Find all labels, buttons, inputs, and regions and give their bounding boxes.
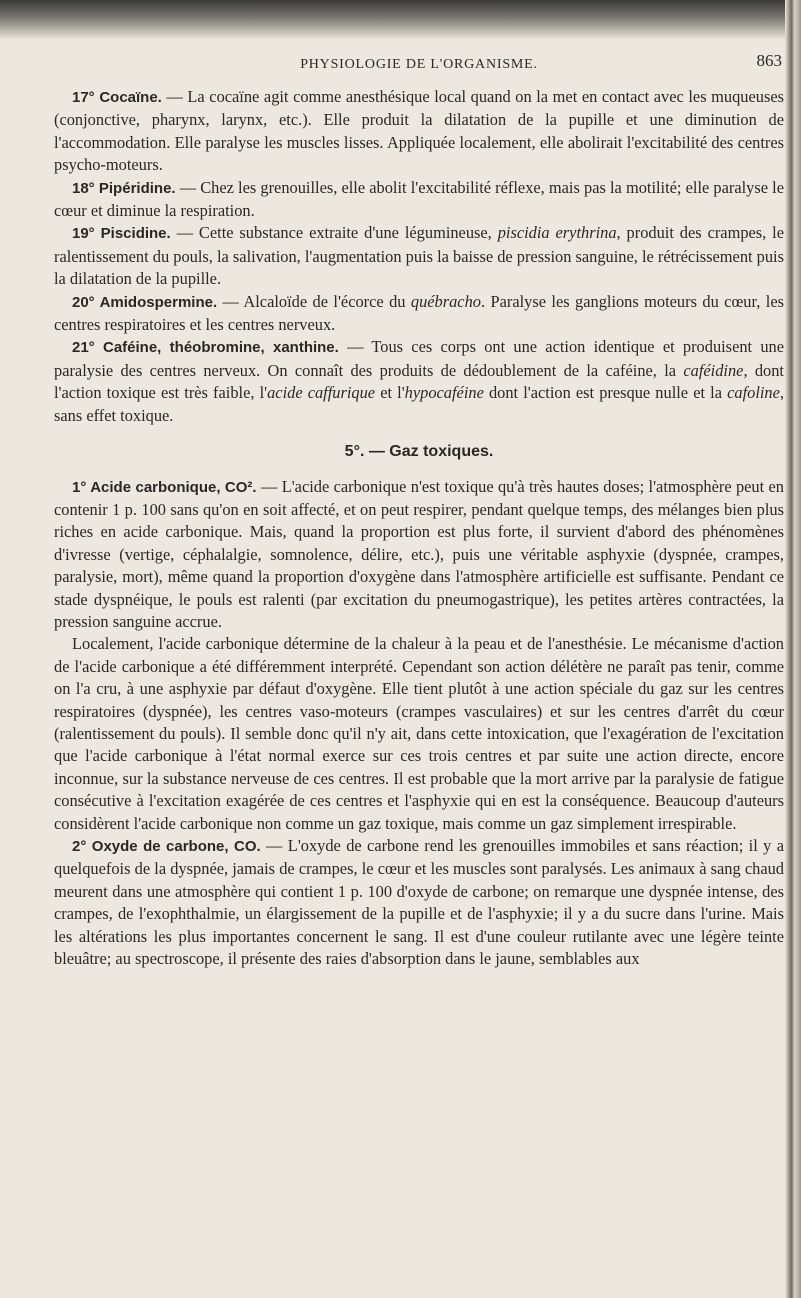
entry-cocaine — [54, 86, 784, 177]
running-title: PHYSIOLOGIE DE L'ORGANISME. — [300, 57, 538, 72]
entry-text: dont l'action est presque nulle et la — [483, 383, 728, 403]
page-top-shadow — [0, 0, 801, 40]
entry-title: 19° Piscidine. — [72, 225, 171, 243]
entry-text: — Cette substance extraite d'une légumineuse, — [176, 223, 498, 243]
book-spine-edge — [785, 0, 801, 1298]
entry-amidospermine — [54, 291, 784, 337]
entry-title: 17° Cocaïne. — [72, 89, 162, 106]
entry-title: 1° Acide carbonique, CO². — [72, 478, 257, 496]
running-header — [54, 51, 784, 80]
entry-italic-term: québracho — [410, 291, 481, 311]
entry-italic-term: cafoline — [727, 383, 780, 403]
section-heading: 5°. — Gaz toxiques. — [344, 443, 494, 461]
entry-text: , produit des crampes, le ralentissement du pouls, la salivation, l'augmentation puis la baisse de pression sanguine, le rétrécissement puis la dilatation de la pupille. — [54, 223, 785, 289]
entry-acide-carbonique — [54, 476, 784, 634]
entry-title: 20° Amidospermine. — [72, 293, 218, 311]
entry-italic-term: caféidine — [683, 360, 744, 380]
entry-text: et l' — [375, 383, 405, 403]
entry-italic-term: hypocaféine — [404, 383, 484, 403]
entry-text: — L'acide carbonique n'est toxique qu'à très hautes doses; l'atmosphère peut en contenir 1 p. 100 sans qu'on en soit affecté, et on peut respirer, pendant quelque temps, des mélanges bien plus riches en acide carbonique. Mais, quand la proportion est plus forte, il survient d'abord des phénomènes d'ivresse (vertige, céphalalgie, somnolence, délire, etc.), puis une véritable asphyxie (dyspnée, crampes, paralysie, mort), même quand la proportion d'oxygène dans l'atmosphère artificielle est suffisante. Pendant ce stade dyspnéique, le pouls est ralenti (par excitation du pneumogastrique), les petites artères contractées, la pression sanguine accrue. — [54, 476, 785, 631]
entry-text: — L'oxyde de carbone rend les grenouilles immobiles et sans réaction; il y a quelquefois de la dyspnée, jamais de crampes, le cœur et les muscles sont paralysés. Les animaux à sang chaud meurent dans une atmosphère qui contient 1 p. 100 d'oxyde de carbone; on remarque une dyspnée intense, des crampes, de l'exophthalmie, un élargissement de la pupille et de l'asphyxie; il y a du sucre dans l'urine. Mais les altérations les plus importantes concernent le sang. Il est d'une couleur rutilante avec une légère teinte bleuâtre; au spectroscope, il présente des raies d'absorption dans le jaune, semblables aux — [54, 836, 784, 969]
entry-text: — Chez les grenouilles, elle abolit l'excitabilité réflexe, mais pas la motilité; elle paralyse le cœur et diminue la respiration. — [54, 177, 784, 221]
entry-title: 2° Oxyde de carbone, CO. — [72, 838, 261, 855]
entry-text: — Tous ces corps ont une action identique et produisent une paralysie des centres nerveux. On connaît des produits de dédoublement de la caféine, la — [54, 337, 784, 380]
entry-italic-term: acide caffurique — [267, 383, 376, 403]
entry-title: 21° Caféine, théobromine, xanthine. — [72, 339, 339, 357]
entry-title: 18° Pipéridine. — [72, 179, 176, 197]
entry-text: — Alcaloïde de l'écorce du — [222, 291, 411, 311]
entry-text: , dont l'action toxique est très faible, l' — [54, 360, 784, 403]
entry-oxyde-de-carbone — [54, 835, 784, 970]
entry-text: — La cocaïne agit comme anesthésique local quand on la met en contact avec les muqueuses (conjonctive, pharynx, larynx, etc.). Elle produit la dilatation de la pupille et une diminution de l'accommodation. Elle paralyse les muscles lisses. Appliquée localement, elle abolirait l'excitabilité des centres psycho-moteurs. — [54, 87, 784, 175]
page-body — [54, 51, 785, 970]
page-number: 863 — [756, 51, 782, 70]
entry-cafeine — [54, 336, 784, 427]
entry-acide-carbonique-continued: Localement, l'acide carbonique détermine de la chaleur à la peau et de l'anesthésie. Le mécanisme d'action de l'acide carbonique a été différemment interprété. Cependant son action délétère ne paraît pas tenir, comme on l'a cru, à une asphyxie par défaut d'oxygène. Elle tient plutôt à une action spéciale du gaz sur les centres respiratoires (dyspnée), les centres vaso-moteurs (crampes vasculaires) et sur les centres d'arrêt du cœur (ralentissement du pouls). Il semble donc qu'il n'y ait, dans cette intoxication, que l'exagération de l'excitation que l'acide carbonique à l'état normal exerce sur ces trois centres et par suite une action directe, encore inconnue, sur la substance nerveuse de ces centres. Il est probable que la mort arrive par la paralysie de fatigue consécutive à l'excitation exagérée de ces centres et l'asphyxie qui en est la conséquence. Beaucoup d'auteurs considèrent l'acide carbonique non comme un gaz toxique, mais comme un gaz simplement irrespirable. — [54, 634, 784, 833]
entry-piperidine — [54, 177, 784, 223]
entry-piscidine — [54, 222, 784, 290]
entry-text: , sans effet toxique. — [54, 383, 785, 425]
entry-italic-term: piscidia erythrina — [497, 223, 617, 243]
entry-text: . Paralyse les ganglions moteurs du cœur, les centres respiratoires et les centres nerveux. — [54, 291, 784, 335]
